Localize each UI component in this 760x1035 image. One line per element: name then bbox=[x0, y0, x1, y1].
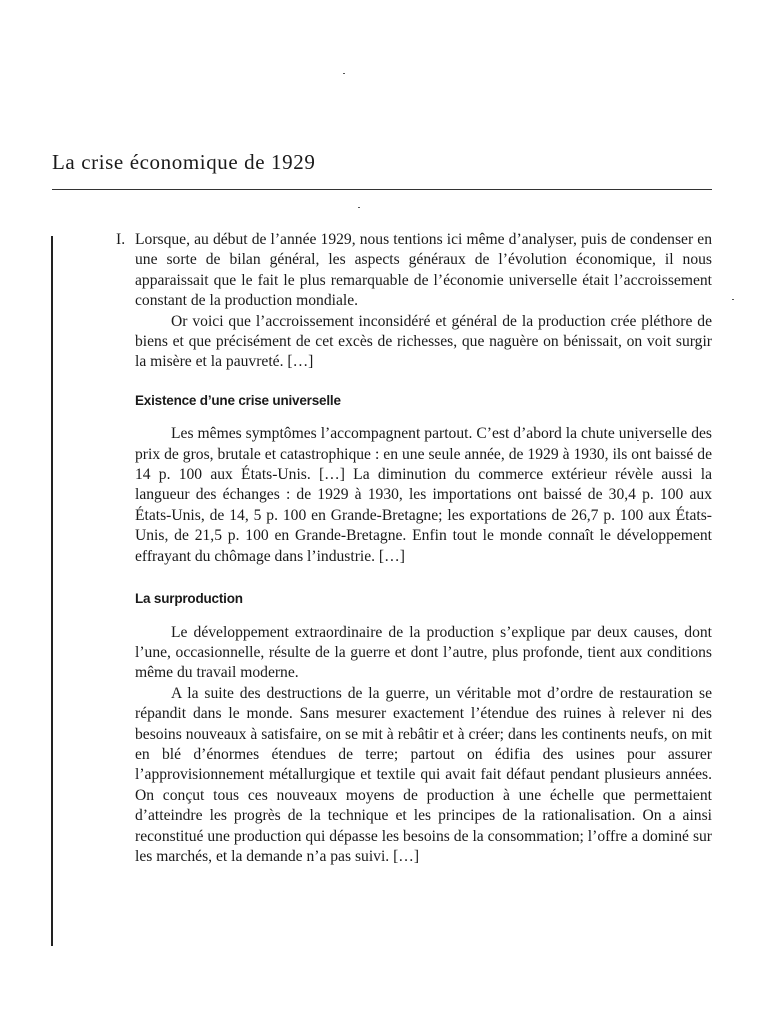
margin-bar bbox=[51, 236, 53, 946]
intro-section bbox=[116, 230, 712, 373]
title-divider bbox=[52, 189, 712, 190]
document-body bbox=[116, 230, 712, 867]
section-heading-crisis: Existence d’une crise universelle bbox=[135, 392, 341, 408]
intro-paragraph-1: Lorsque, au début de l’année 1929, nous tentions ici même d’analyser, puis de condenser en une sorte de bilan général, les aspects généraux de l’évolution économique, il nous apparaissait que le fait le plus remarquable de l’économie universelle était l’accroissement constant de la production mondiale. bbox=[135, 231, 712, 310]
overproduction-paragraph-1: Le développement extraordinaire de la production s’explique par deux causes, dont l’une, occasionnelle, résulte de la guerre et dont l’autre, plus profonde, tient aux conditions même du travail moderne. bbox=[135, 623, 712, 682]
intro-paragraph-2: Or voici que l’accroissement inconsidéré et général de la production crée pléthore de biens et que précisément de cet excès de richesses, que naguère on bénissait, on voit surgir la misère et la pauvreté. […] bbox=[135, 312, 712, 371]
page-title: La crise économique de 1929 bbox=[52, 150, 316, 174]
section-number: I. bbox=[116, 231, 126, 248]
overproduction-paragraph-2: A la suite des destructions de la guerre, un véritable mot d’ordre de restauration se répandit dans le monde. Sans mesurer exactement l’étendue des ruines à relever ni des besoins nouveaux à satisfaire, on se mit à rebâtir et à créer; dans les continents neufs, on mit en blé d’énormes étendues de terre; partout on édifia des usines pour assurer l’approvisionnement métallurgique et textile qui avait fait défaut pendant plusieurs années. On conçut tous ces nouveaux moyens de production à une échelle que permettaient d’atteindre les progrès de la technique et les principes de la rationalisation. On a ainsi reconstitué une production qui dépasse les besoins de la consommation; l’offre a dominé sur les marchés, et la demande n’a pas suivi. […] bbox=[135, 684, 712, 865]
section-heading-overproduction: La surproduction bbox=[135, 591, 243, 607]
print-speck bbox=[358, 207, 360, 208]
print-speck bbox=[343, 73, 345, 74]
crisis-paragraph: Les mêmes symptômes l’accompagnent partout. C’est d’abord la chute universelle des prix de gros, brutale et catastrophique : en une seule année, de 1929 à 1930, ils ont baissé de 14 p. 100 aux États-Unis. […] La diminution du commerce extérieur révèle aussi la langueur des échanges : de 1929 à 1930, les importations ont baissé de 30,4 p. 100 aux États-Unis, de 14, 5 p. 100 en Grande-Bretagne; les exportations de 26,7 p. 100 aux États-Unis, de 21,5 p. 100 en Grande-Bretagne. Enfin tout le monde connaît le développement effrayant du chômage dans l’industrie. […] bbox=[135, 425, 712, 565]
print-speck bbox=[732, 299, 734, 300]
